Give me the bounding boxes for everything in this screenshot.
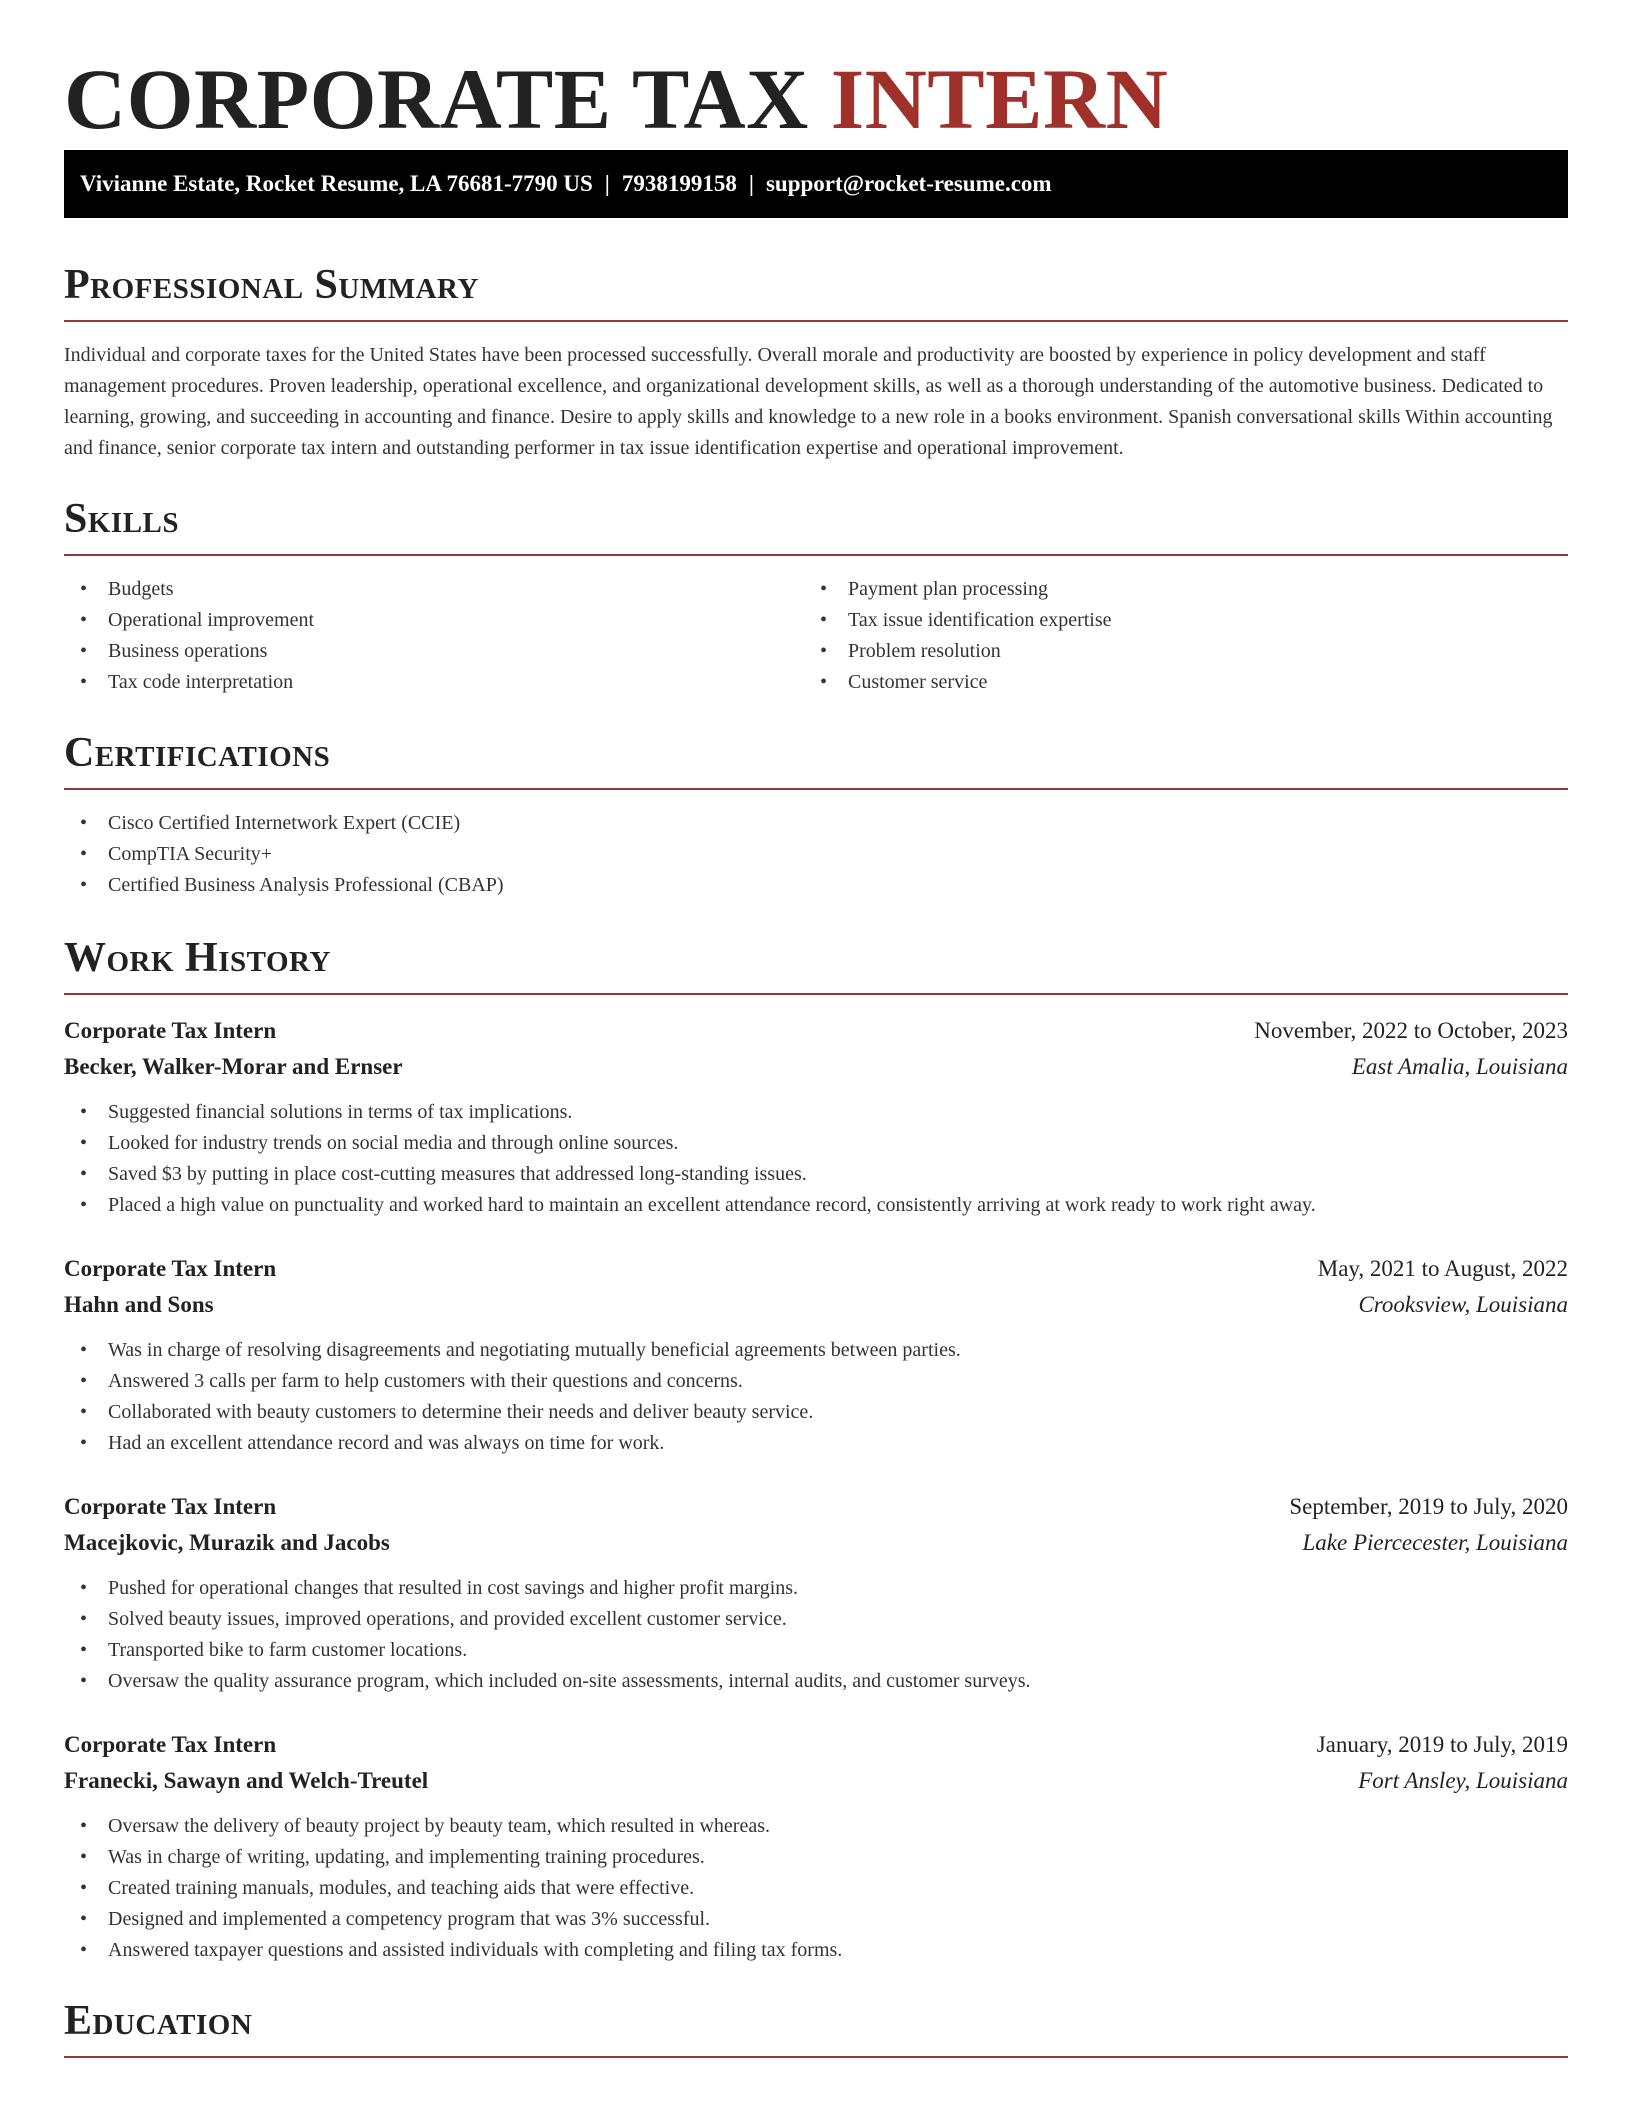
job-dates: May, 2021 to August, 2022 [1317,1256,1568,1281]
job-company: Macejkovic, Murazik and Jacobs [64,1530,390,1555]
resume-title [64,0,1568,150]
summary-heading: Professional Summary [64,264,1568,322]
job-bullet: • Answered 3 calls per farm to help customers with their questions and concerns. [64,1366,1568,1397]
job-bullets [64,1097,1568,1221]
contact-separator: | [604,171,610,196]
job-header-row [64,1251,1568,1287]
job-bullet: • Collaborated with beauty customers to determine their needs and deliver beauty service. [64,1397,1568,1428]
job-entry [64,1727,1568,1966]
job-company: Hahn and Sons [64,1292,214,1317]
job-company-row [64,1049,1568,1085]
job-bullet: • Saved $3 by putting in place cost-cutting measures that addressed long-standing issues. [64,1159,1568,1190]
job-location: Crooksview, Louisiana [1358,1292,1568,1317]
job-bullet: • Was in charge of resolving disagreements and negotiating mutually beneficial agreements between parties. [64,1335,1568,1366]
job-bullet: • Pushed for operational changes that resulted in cost savings and higher profit margins. [64,1573,1568,1604]
job-title: Corporate Tax Intern [64,1256,277,1281]
work-history-heading: Work History [64,937,1568,995]
job-bullet: • Placed a high value on punctuality and worked hard to maintain an excellent attendance record, consistently arriving at work ready to work right away. [64,1190,1568,1221]
skill-item: • Customer service [804,667,1544,698]
job-company-row [64,1525,1568,1561]
job-bullets [64,1573,1568,1697]
skill-item: • Problem resolution [804,636,1544,667]
job-company-row [64,1763,1568,1799]
job-location: East Amalia, Louisiana [1351,1054,1568,1079]
certifications-section [64,732,1568,901]
certification-item: • Cisco Certified Internetwork Expert (CCIE) [64,808,1568,839]
skill-item: • Business operations [64,636,804,667]
certifications-list [64,808,1568,901]
contact-email: support@rocket-resume.com [765,171,1052,196]
job-bullet: • Had an excellent attendance record and was always on time for work. [64,1428,1568,1459]
job-location: Lake Piercecester, Louisiana [1302,1530,1568,1555]
job-bullet: • Oversaw the delivery of beauty project by beauty team, which resulted in whereas. [64,1811,1568,1842]
job-bullet: • Suggested financial solutions in terms of tax implications. [64,1097,1568,1128]
job-bullet: • Oversaw the quality assurance program, which included on-site assessments, internal audits, and customer surveys. [64,1666,1568,1697]
skill-item: • Payment plan processing [804,574,1544,605]
certification-item: • CompTIA Security+ [64,839,1568,870]
skill-item: • Tax code interpretation [64,667,804,698]
job-bullet: • Created training manuals, modules, and teaching aids that were effective. [64,1873,1568,1904]
job-company: Becker, Walker-Morar and Ernser [64,1054,403,1079]
job-header-row [64,1727,1568,1763]
education-section [64,2000,1568,2058]
job-dates: January, 2019 to July, 2019 [1316,1732,1568,1757]
job-dates: September, 2019 to July, 2020 [1289,1494,1568,1519]
work-history-section [64,937,1568,1966]
skills-list-left [64,574,804,698]
skills-section [64,498,1568,698]
contact-bar [64,150,1568,218]
job-company: Franecki, Sawayn and Welch-Treutel [64,1768,429,1793]
skill-item: • Operational improvement [64,605,804,636]
education-heading: Education [64,2000,1568,2058]
job-bullets [64,1335,1568,1459]
job-bullet: • Looked for industry trends on social media and through online sources. [64,1128,1568,1159]
job-bullet: • Designed and implemented a competency program that was 3% successful. [64,1904,1568,1935]
summary-section [64,264,1568,464]
contact-address: Vivianne Estate, Rocket Resume, LA 76681-7790 US [80,171,593,196]
skills-grid [64,574,1568,698]
skills-heading: Skills [64,498,1568,556]
skill-item: • Tax issue identification expertise [804,605,1544,636]
job-entry [64,1489,1568,1697]
job-location: Fort Ansley, Louisiana [1358,1768,1568,1793]
job-header-row [64,1013,1568,1049]
job-title: Corporate Tax Intern [64,1494,277,1519]
title-main: CORPORATE TAX [64,51,809,147]
job-header-row [64,1489,1568,1525]
job-title: Corporate Tax Intern [64,1018,277,1043]
contact-phone: 7938199158 [621,171,737,196]
contact-separator: | [748,171,754,196]
job-bullet: • Was in charge of writing, updating, and implementing training procedures. [64,1842,1568,1873]
job-bullets [64,1811,1568,1966]
summary-text: Individual and corporate taxes for the United States have been processed successfully. Overall morale and productivity are boosted by experience in policy development and staff management procedures. Proven leadership, operational excellence, and organizational development skills, as well as a thorough understanding of the automotive business. Dedicated to learning, growing, and succeeding in accounting and finance. Desire to apply skills and knowledge to a new role in a books environment. Spanish conversational skills Within accounting and finance, senior corporate tax intern and outstanding performer in tax issue identification expertise and operational improvement. [64,344,1553,459]
job-bullet: • Transported bike to farm customer locations. [64,1635,1568,1666]
job-bullet: • Answered taxpayer questions and assisted individuals with completing and filing tax forms. [64,1935,1568,1966]
certification-item: • Certified Business Analysis Professional (CBAP) [64,870,1568,901]
certifications-heading: Certifications [64,732,1568,790]
job-entry [64,1251,1568,1459]
job-company-row [64,1287,1568,1323]
job-title: Corporate Tax Intern [64,1732,277,1757]
skills-list-right [804,574,1544,698]
job-bullet: • Solved beauty issues, improved operations, and provided excellent customer service. [64,1604,1568,1635]
skill-item: • Budgets [64,574,804,605]
job-dates: November, 2022 to October, 2023 [1254,1018,1568,1043]
title-accent: INTERN [830,51,1169,147]
job-entry [64,1013,1568,1221]
